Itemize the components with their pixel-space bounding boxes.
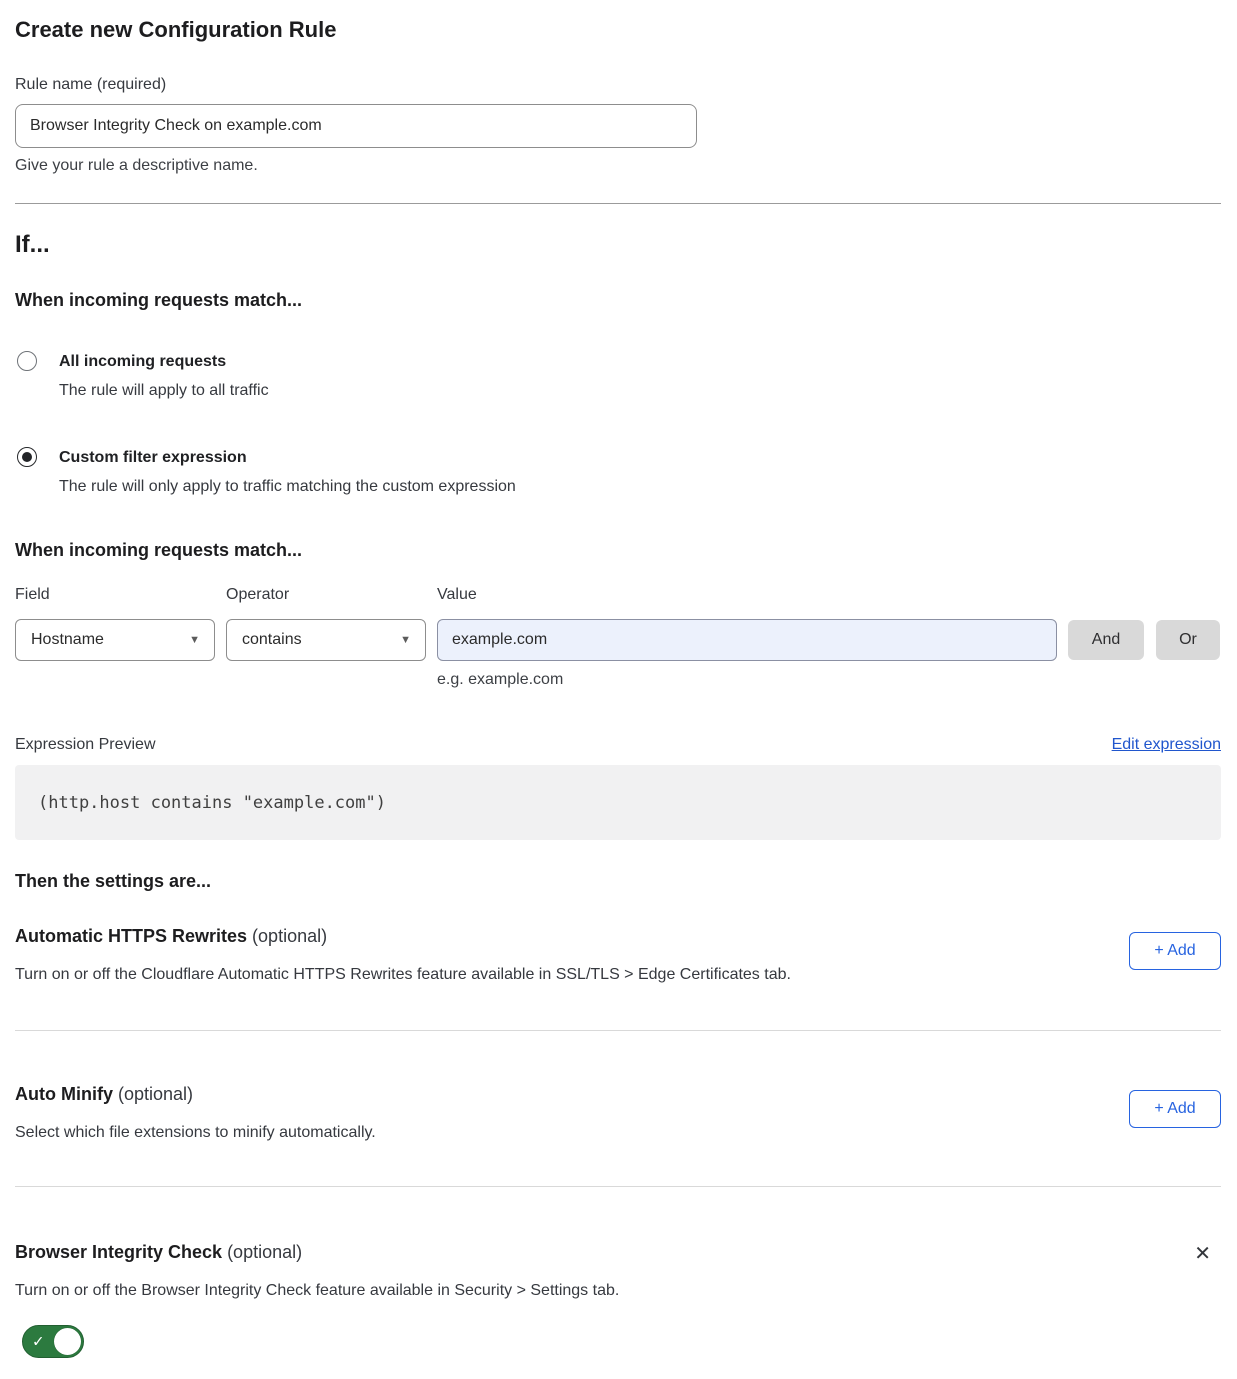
- page-title: Create new Configuration Rule: [15, 17, 337, 42]
- and-button[interactable]: And: [1068, 620, 1144, 660]
- setting-optional-tag: (optional): [222, 1242, 303, 1262]
- setting-name: Auto Minify: [15, 1084, 113, 1104]
- match-heading: When incoming requests match...: [15, 290, 303, 310]
- setting-divider: [15, 1186, 1221, 1187]
- radio-button-selected-icon[interactable]: [17, 447, 37, 467]
- setting-automatic-https-rewrites: [15, 923, 1221, 986]
- expression-preview-code: (http.host contains "example.com"): [38, 792, 386, 813]
- operator-select-value: contains: [242, 631, 302, 648]
- radio-all-incoming-label: All incoming requests: [59, 353, 227, 370]
- chevron-down-icon: ▼: [400, 633, 411, 646]
- add-automatic-https-rewrites-button[interactable]: + Add: [1129, 932, 1221, 970]
- radio-custom-filter-label: Custom filter expression: [59, 449, 247, 466]
- radio-custom-filter-expression[interactable]: [15, 446, 1221, 498]
- expression-preview-box: [15, 765, 1221, 840]
- radio-custom-filter-description: The rule will only apply to traffic matching the custom expression: [59, 478, 516, 495]
- operator-select[interactable]: [226, 619, 426, 661]
- then-heading: Then the settings are...: [15, 871, 212, 891]
- radio-button-icon[interactable]: [17, 351, 37, 371]
- check-icon: ✓: [32, 1332, 45, 1351]
- setting-description: Turn on or off the Browser Integrity Check feature available in Security > Settings tab.: [15, 1282, 620, 1299]
- field-select-value: Hostname: [31, 631, 104, 648]
- section-divider: [15, 203, 1221, 204]
- builder-heading: When incoming requests match...: [15, 540, 303, 560]
- close-icon[interactable]: ✕: [1194, 1241, 1211, 1265]
- rule-name-label: Rule name (required): [15, 76, 167, 93]
- edit-expression-link[interactable]: Edit expression: [1111, 736, 1221, 753]
- rule-name-input[interactable]: [15, 104, 697, 148]
- operator-label: Operator: [226, 586, 290, 603]
- value-helper: e.g. example.com: [437, 671, 564, 688]
- setting-name: Automatic HTTPS Rewrites: [15, 926, 248, 946]
- if-heading: If...: [15, 231, 50, 258]
- radio-all-incoming-requests[interactable]: [15, 350, 1221, 402]
- setting-optional-tag: (optional): [247, 926, 328, 946]
- setting-description: Turn on or off the Cloudflare Automatic HTTPS Rewrites feature available in SSL/TLS > Edge Certificates tab.: [15, 966, 791, 983]
- add-auto-minify-button[interactable]: + Add: [1129, 1090, 1221, 1128]
- or-button[interactable]: Or: [1156, 620, 1220, 660]
- radio-all-incoming-description: The rule will apply to all traffic: [59, 382, 269, 399]
- chevron-down-icon: ▼: [189, 633, 200, 646]
- field-select[interactable]: [15, 619, 215, 661]
- setting-auto-minify: [15, 1081, 1221, 1144]
- rule-name-helper: Give your rule a descriptive name.: [15, 157, 258, 174]
- expression-builder-row: [15, 584, 1221, 691]
- expression-preview-label: Expression Preview: [15, 736, 156, 753]
- value-label: Value: [437, 586, 477, 603]
- value-input[interactable]: [437, 619, 1057, 661]
- setting-name: Browser Integrity Check: [15, 1242, 223, 1262]
- toggle-knob[interactable]: [54, 1328, 81, 1355]
- browser-integrity-check-toggle[interactable]: [22, 1325, 84, 1358]
- setting-browser-integrity-check: [15, 1239, 1221, 1379]
- field-label: Field: [15, 586, 50, 603]
- setting-divider: [15, 1030, 1221, 1031]
- setting-optional-tag: (optional): [112, 1084, 194, 1104]
- setting-description: Select which file extensions to minify automatically.: [15, 1124, 376, 1141]
